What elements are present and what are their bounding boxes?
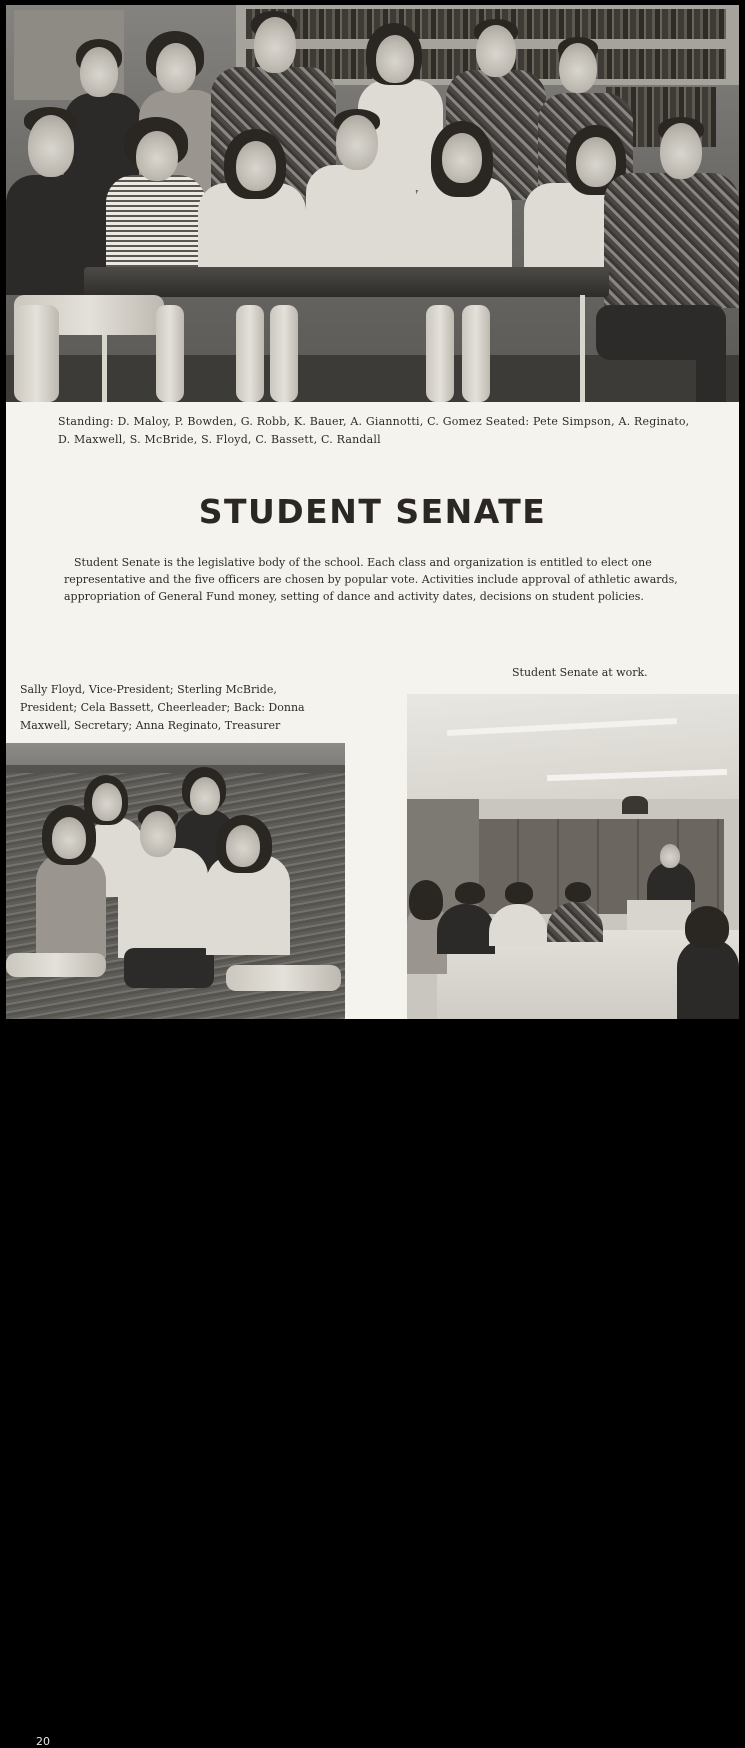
person-face [140,811,176,857]
person-face [442,133,482,183]
person-face [92,783,122,821]
yearbook-page [6,5,739,1748]
legs [6,953,106,977]
person [604,173,739,308]
work-photo-caption: Student Senate at work. [512,666,648,679]
group-photo [6,5,739,402]
legs [156,305,184,402]
person-hair [565,882,591,902]
person-hair [409,880,443,920]
legs [236,305,264,402]
person-face [660,844,680,868]
person-face [576,137,616,187]
legs [426,305,454,402]
person-hair [455,882,485,904]
legs [14,305,59,402]
page-number: 20 [36,1735,50,1748]
person [677,939,739,1019]
officers-photo-caption: Sally Floyd, Vice-President; Sterling McBride, President; Cela Bassett, Cheerleader; Back: Donna Maxwell, Secretary; Anna Reginato, Treasurer [20,683,305,732]
person [118,848,208,958]
work-photo [407,694,739,1019]
person-face [52,817,86,859]
person-face [28,115,74,177]
person [36,853,106,958]
person [437,904,495,954]
page-title: STUDENT SENATE [198,492,547,531]
person-hair [505,882,533,904]
person-face [226,825,260,867]
person-face [190,777,220,815]
person-face [236,141,276,191]
person-hair [685,906,729,948]
legs [226,965,341,991]
person-face [136,131,178,181]
ceiling [407,694,739,799]
table-leg [580,295,585,402]
legs [462,305,490,402]
legs [696,335,726,402]
person-face [336,115,378,170]
person [106,175,206,270]
person-face [559,43,597,93]
person [647,862,695,902]
legs [124,948,214,988]
trophy [622,796,648,814]
person [306,165,416,270]
group-photo-caption: Standing: D. Maloy, P. Bowden, G. Robb, K. Bauer, A. Giannotti, C. Gomez Seated: Pete Simpson, A. Reginato, D. Maxwell, S. McBride, S. Floyd, C. Bassett, C. Randall [58,415,690,446]
person-face [376,35,414,83]
legs [270,305,298,402]
person-face [476,25,516,77]
person-face [80,47,118,97]
senate-description: Student Senate is the legislative body of the school. Each class and organization is entitled to elect one representative and the five officers are chosen by popular vote. Activities include approval of athletic awards, appropriation of General Fund money, setting of dance and activity dates, decisions on student policies. [64,556,678,603]
floor [6,355,739,402]
person-face [254,17,296,73]
person-face [660,123,702,179]
person-face [156,43,196,93]
officers-photo [6,743,345,1748]
table [84,267,609,297]
